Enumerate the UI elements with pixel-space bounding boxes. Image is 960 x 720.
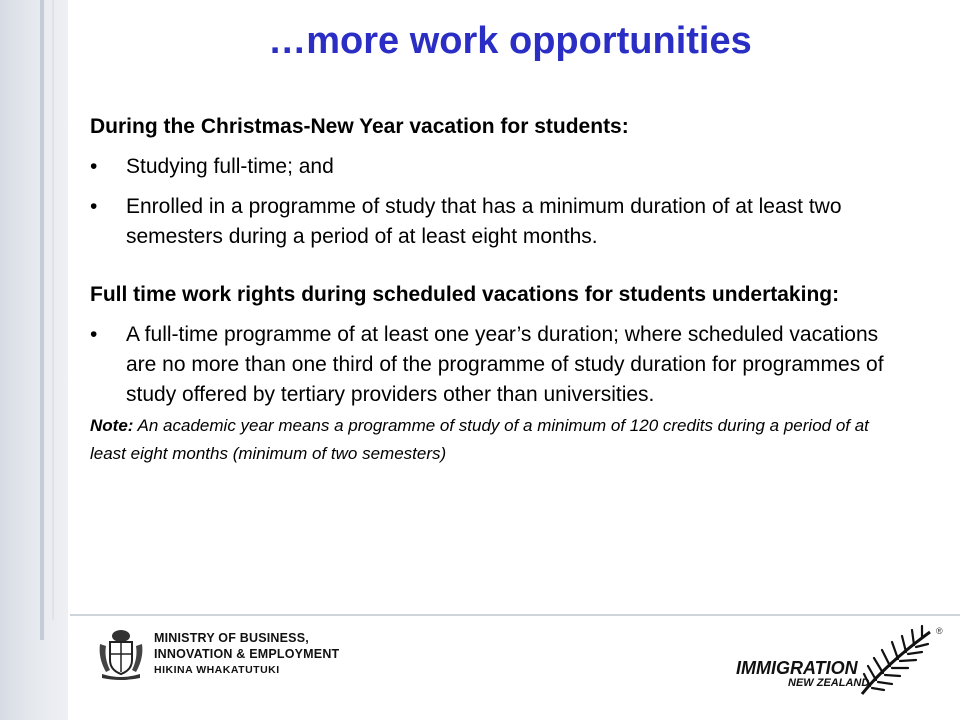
section1-bullet-1: • Studying full-time; and xyxy=(90,152,890,182)
mbie-line-3: HIKINA WHAKATUTUKI xyxy=(154,664,280,676)
sidebar-stripe-thin xyxy=(52,0,54,620)
mbie-line-1: MINISTRY OF BUSINESS, xyxy=(154,631,309,645)
inz-main-text: IMMIGRATION xyxy=(736,658,858,678)
footer-divider xyxy=(70,614,960,616)
note xyxy=(90,412,890,468)
decorative-sidebar xyxy=(0,0,68,720)
section1-heading: During the Christmas-New Year vacation for students: xyxy=(90,115,629,138)
note-label: Note: xyxy=(90,416,134,435)
inz-sub-text: NEW ZEALAND xyxy=(788,677,870,689)
slide-body xyxy=(90,112,890,468)
registered-mark: ® xyxy=(936,626,943,636)
section2-list xyxy=(90,320,890,410)
section1-bullet-2: • Enrolled in a programme of study that has a minimum duration of at least two semesters during a period of at least eight months. xyxy=(90,192,890,252)
section1-list xyxy=(90,152,890,252)
note-text: An academic year means a programme of study of a minimum of 120 credits during a period of at least eight months (minimum of two semesters) xyxy=(90,416,869,463)
section2-heading: Full time work rights during scheduled vacations for students undertaking: xyxy=(90,283,840,306)
coat-of-arms-icon xyxy=(96,628,146,680)
mbie-logo xyxy=(96,628,339,680)
sidebar-stripe xyxy=(40,0,44,640)
immigration-nz-logo xyxy=(736,624,956,704)
slide-title: …more work opportunities xyxy=(268,20,752,62)
section2-bullet-1: • A full-time programme of at least one year’s duration; where scheduled vacations are no more than one third of the programme of study duration for programmes of study offered by tertiary providers other than universities. xyxy=(90,320,890,410)
silver-fern-icon xyxy=(856,624,936,698)
mbie-line-2: INNOVATION & EMPLOYMENT xyxy=(154,647,340,661)
